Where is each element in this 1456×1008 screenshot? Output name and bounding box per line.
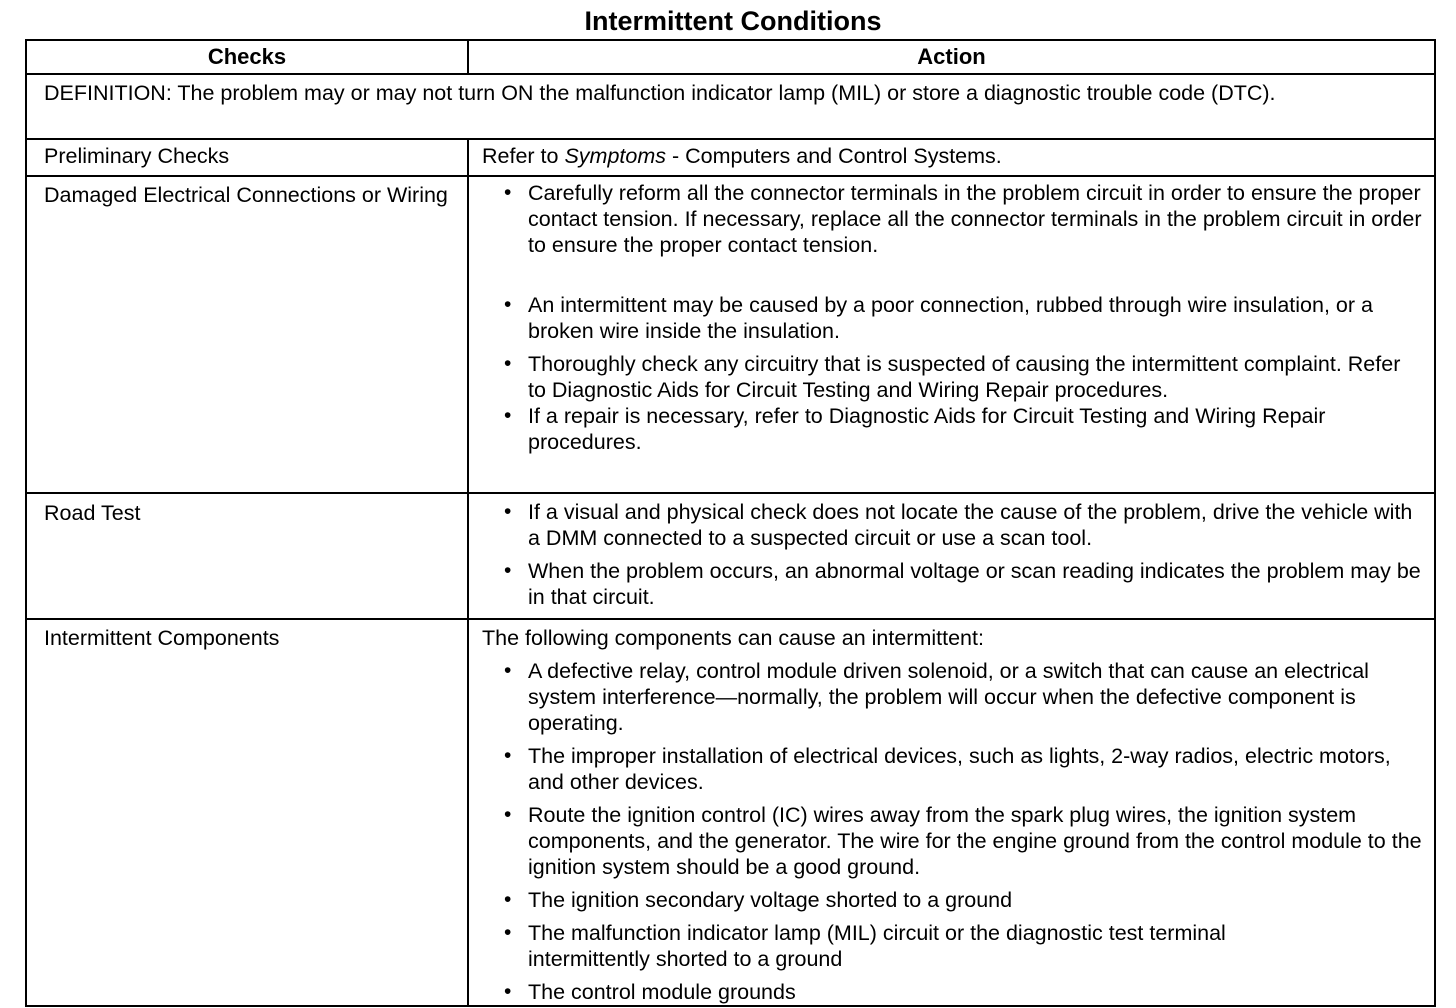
road-test-label: Road Test bbox=[26, 493, 468, 619]
action-prefix: Refer to bbox=[482, 144, 565, 168]
list-item bbox=[502, 180, 1424, 258]
bullet-list bbox=[482, 658, 1424, 1005]
action-header: Action bbox=[468, 40, 1435, 74]
symptoms-reference: Symptoms bbox=[564, 144, 667, 168]
list-item bbox=[502, 658, 1424, 736]
bullet-text: A defective relay, control module driven solenoid, or a switch that can cause an electrical system interference—normally, the problem will occur when the defective component is operating. bbox=[528, 659, 1369, 735]
preliminary-checks-action bbox=[468, 139, 1435, 176]
bullet-icon: • bbox=[504, 293, 512, 316]
damaged-connections-action bbox=[468, 176, 1435, 493]
table-row bbox=[26, 176, 1435, 493]
bullet-text: Route the ignition control (IC) wires away from the spark plug wires, the ignition system components, and the generator. The wire for the engine ground from the control module to the ignition system should be a good ground. bbox=[528, 803, 1422, 879]
bullet-icon: • bbox=[504, 500, 512, 523]
bullet-icon: • bbox=[504, 744, 512, 767]
intermittent-conditions-table bbox=[25, 39, 1436, 1007]
bullet-text: If a repair is necessary, refer to Diagnostic Aids for Circuit Testing and Wiring Repair procedures. bbox=[528, 404, 1326, 454]
bullet-text: When the problem occurs, an abnormal voltage or scan reading indicates the problem may be in that circuit. bbox=[528, 559, 1421, 609]
bullet-text: The malfunction indicator lamp (MIL) circuit or the diagnostic test terminal intermittently shorted to a ground bbox=[528, 921, 1226, 971]
bullet-list bbox=[482, 499, 1424, 610]
bullet-list bbox=[482, 180, 1424, 455]
definition-text: DEFINITION: The problem may or may not turn ON the malfunction indicator lamp (MIL) or store a diagnostic trouble code (DTC). bbox=[26, 74, 1435, 139]
list-item bbox=[502, 558, 1424, 610]
preliminary-checks-label: Preliminary Checks bbox=[26, 139, 468, 176]
bullet-icon: • bbox=[504, 888, 512, 911]
list-item bbox=[502, 802, 1424, 880]
list-item bbox=[502, 292, 1424, 344]
bullet-icon: • bbox=[504, 559, 512, 582]
bullet-text: The ignition secondary voltage shorted to a ground bbox=[528, 888, 1013, 912]
list-item bbox=[502, 403, 1424, 455]
bullet-icon: • bbox=[504, 921, 512, 944]
list-item bbox=[502, 979, 1424, 1005]
damaged-connections-label: Damaged Electrical Connections or Wiring bbox=[26, 176, 468, 493]
bullet-icon: • bbox=[504, 181, 512, 204]
bullet-text: Carefully reform all the connector terminals in the problem circuit in order to ensure the proper contact tension. If necessary, replace all the connector terminals in the problem circuit in order to ensure the proper contact tension. bbox=[528, 181, 1422, 257]
table-row bbox=[26, 139, 1435, 176]
list-item bbox=[502, 499, 1424, 551]
list-item bbox=[502, 743, 1424, 795]
road-test-action bbox=[468, 493, 1435, 619]
action-suffix: - Computers and Control Systems. bbox=[666, 144, 1002, 168]
intermittent-components-label: Intermittent Components bbox=[26, 619, 468, 1006]
checks-header: Checks bbox=[26, 40, 468, 74]
bullet-icon: • bbox=[504, 980, 512, 1003]
list-item bbox=[502, 920, 1424, 972]
components-intro: The following components can cause an intermittent: bbox=[482, 626, 984, 650]
table-row bbox=[26, 619, 1435, 1006]
definition-row bbox=[26, 74, 1435, 139]
bullet-text: The improper installation of electrical devices, such as lights, 2-way radios, electric motors, and other devices. bbox=[528, 744, 1391, 794]
header-row bbox=[26, 40, 1435, 74]
bullet-text: Thoroughly check any circuitry that is suspected of causing the intermittent complaint. Refer to Diagnostic Aids for Circuit Testing and Wiring Repair procedures. bbox=[528, 352, 1401, 402]
table-row bbox=[26, 493, 1435, 619]
bullet-icon: • bbox=[504, 404, 512, 427]
bullet-text: The control module grounds bbox=[528, 980, 796, 1004]
bullet-icon: • bbox=[504, 659, 512, 682]
bullet-icon: • bbox=[504, 803, 512, 826]
list-item bbox=[502, 351, 1424, 403]
page-title: Intermittent Conditions bbox=[584, 6, 882, 36]
list-item bbox=[502, 887, 1424, 913]
bullet-text: If a visual and physical check does not locate the cause of the problem, drive the vehicle with a DMM connected to a suspected circuit or use a scan tool. bbox=[528, 500, 1413, 550]
bullet-text: An intermittent may be caused by a poor connection, rubbed through wire insulation, or a broken wire inside the insulation. bbox=[528, 293, 1373, 343]
bullet-icon: • bbox=[504, 352, 512, 375]
intermittent-components-action bbox=[468, 619, 1435, 1006]
